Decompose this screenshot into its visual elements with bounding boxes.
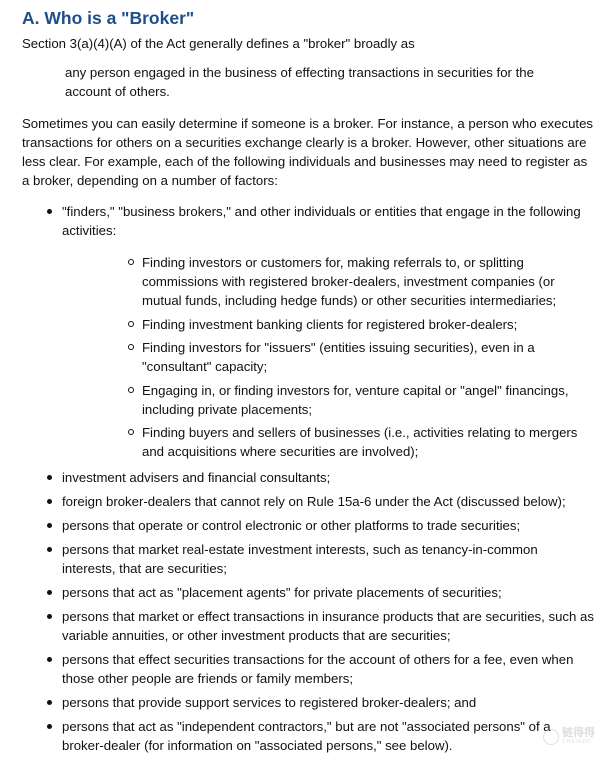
list-item: persons that market real-estate investment interests, such as tenancy-in-common interests, that are securities; <box>22 540 594 578</box>
list-item: persons that act as "placement agents" for private placements of securities; <box>22 583 594 602</box>
list-item-text: "finders," "business brokers," and other individuals or entities that engage in the following activities: <box>62 204 581 238</box>
sub-list-item: Finding investment banking clients for registered broker-dealers; <box>62 315 594 334</box>
finder-activities-list <box>62 253 594 461</box>
watermark <box>543 728 595 745</box>
list-item: persons that act as "independent contractors," but are not "associated persons" of a broker-dealer (for information on "associated persons," see below). <box>22 717 594 755</box>
document-body <box>22 6 594 760</box>
sub-list-item: Finding investors for "issuers" (entities issuing securities), even in a "consultant" capacity; <box>62 338 594 376</box>
sub-list-item: Finding investors or customers for, making referrals to, or splitting commissions with registered broker-dealers, investment companies (or mutual funds, including hedge funds) or other securities intermediaries; <box>62 253 594 310</box>
list-item: foreign broker-dealers that cannot rely on Rule 15a-6 under the Act (discussed below); <box>22 492 594 511</box>
sub-list-item: Engaging in, or finding investors for, venture capital or "angel" financings, including private placements; <box>62 381 594 419</box>
list-item <box>22 202 594 461</box>
list-item: persons that effect securities transactions for the account of others for a fee, even when those other people are friends or family members; <box>22 650 594 688</box>
list-item: persons that provide support services to registered broker-dealers; and <box>22 693 594 712</box>
definition-quote: any person engaged in the business of effecting transactions in securities for the account of others. <box>65 65 534 99</box>
list-item: persons that operate or control electronic or other platforms to trade securities; <box>22 516 594 535</box>
list-item: investment advisers and financial consultants; <box>22 468 594 487</box>
sub-list-item: Finding buyers and sellers of businesses (i.e., activities relating to mergers and acquisitions where securities are involved); <box>62 423 594 461</box>
watermark-subtext: CHAINDD <box>562 739 592 745</box>
intro-text: Section 3(a)(4)(A) of the Act generally defines a "broker" broadly as <box>22 36 415 51</box>
watermark-text: 链得得 <box>562 727 595 739</box>
explanation-paragraph: Sometimes you can easily determine if someone is a broker. For instance, a person who executes transactions for others on a securities exchange clearly is a broker. However, other situations are less clear. For example, each of the following individuals and businesses may need to register as a broker, depending on a number of factors: <box>22 116 594 188</box>
broker-examples-list <box>22 202 594 755</box>
list-item: persons that market or effect transactions in insurance products that are securities, such as variable annuities, or other investment products that are securities; <box>22 607 594 645</box>
section-heading: A. Who is a "Broker" <box>22 8 195 28</box>
chaindd-logo-icon <box>543 729 559 745</box>
